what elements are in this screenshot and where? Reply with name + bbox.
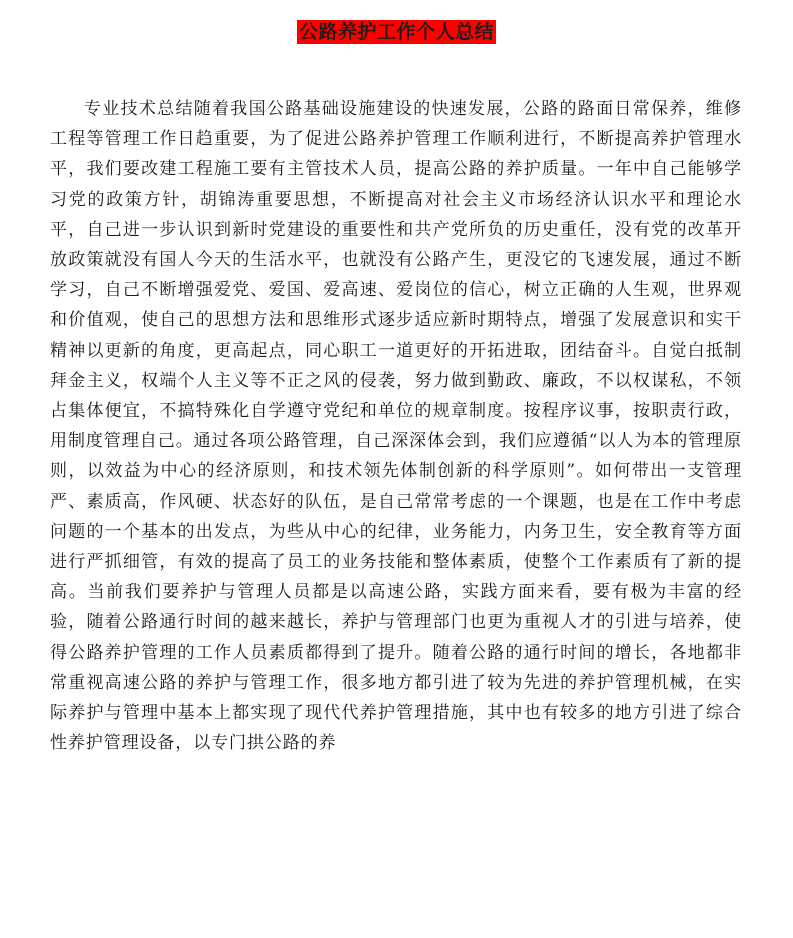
document-body-paragraph: 专业技术总结随着我国公路基础设施建设的快速发展，公路的路面日常保养，维修工程等管理工作日趋重要，为了促进公路养护管理工作顺利进行，不断提高养护管理水平，我们要改建工程施工要有主管技术人员，提高公路的养护质量。一年中自己能够学习党的政策方针，胡锦涛重要思想，不断提高对社会主义市场经济认识水平和理论水平，自己进一步认识到新时党建设的重要性和共产党所负的历史重任，没有党的改革开放政策就没有国人今天的生活水平，也就没有公路产生，更没它的飞速发展，通过不断学习，自己不断增强爱党、爱国、爱高速、爱岗位的信心，树立正确的人生观，世界观和价值观，使自己的思想方法和思维形式逐步适应新时期特点，增强了发展意识和实干精神以更新的角度，更高起点，同心职工一道更好的开拓进取，团结奋斗。自觉白抵制拜金主义，权端个人主义等不正之风的侵袭，努力做到勤政、廉政，不以权谋私，不领占集体便宜，不搞特殊化自学遵守党纪和单位的规章制度。按程序议事，按职责行政，用制度管理自己。通过各项公路管理，自己深深体会到，我们应遵循“以人为本的管理原则，以效益为中心的经济原则，和技术领先体制创新的科学原则”。如何带出一支管理严、素质高，作风硬、状态好的队伍，是自己常常考虑的一个课题，也是在工作中考虑问题的一个基本的出发点，为些从中心的纪律，业务能力，内务卫生，安全教育等方面进行严抓细管，有效的提高了员工的业务技能和整体素质，使整个工作素质有了新的提高。当前我们要养护与管理人员都是以高速公路，实践方面来看，要有极为丰富的经验，随着公路通行时间的越来越长，养护与管理部门也更为重视人才的引进与培养，使得公路养护管理的工作人员素质都得到了提升。随着公路的通行时间的增长，各地都非常重视高速公路的养护与管理工作，很多地方都引进了较为先进的养护管理机械，在实际养护与管理中基本上都实现了现代代养护管理措施，其中也有较多的地方引进了综合性养护管理设备，以专门拱公路的养 — [50, 99, 742, 754]
document-title: 公路养护工作个人总结 — [298, 21, 494, 43]
title-container — [0, 20, 793, 44]
